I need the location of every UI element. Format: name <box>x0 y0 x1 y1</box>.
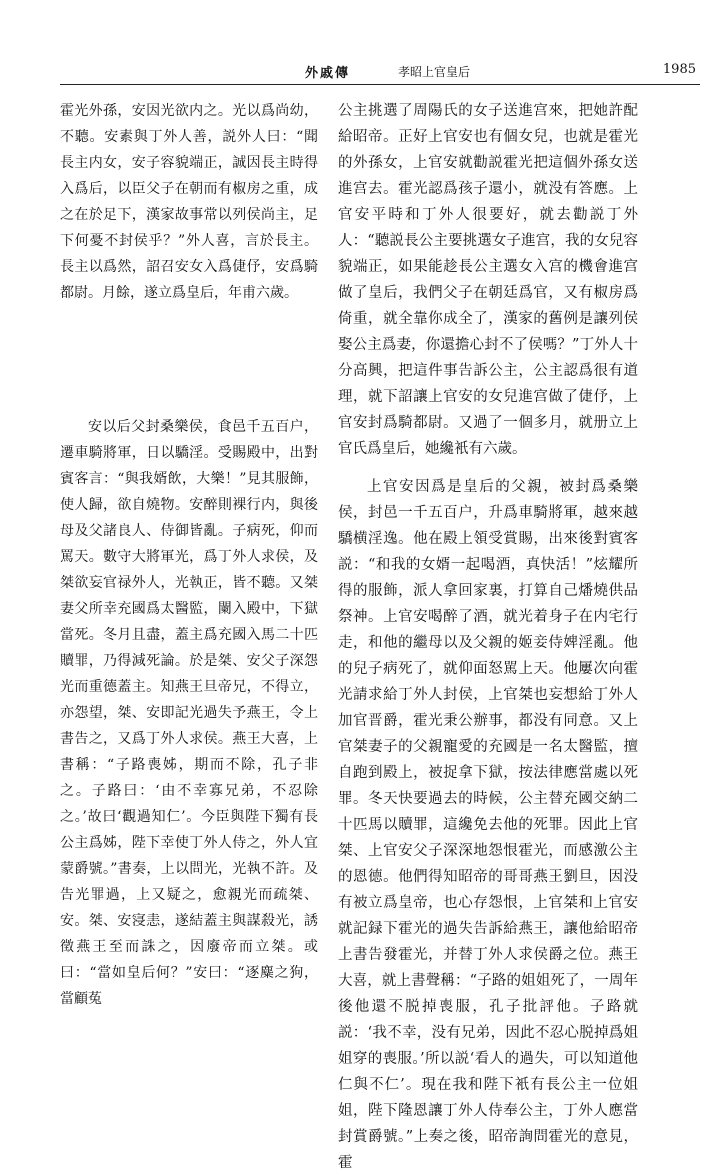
right-paragraph-1: 公主挑選了周陽氏的女子送進宫來，把她許配給昭帝。正好上官安也有個女兒，也就是霍光的外孫女，上官安就勸説霍光把這個外孫女送進宫去。霍光認爲孩子還小，就没有答應。上官安平時和丁外人很要好，就去勸説丁外人：“聽説長公主要挑選女子進宫，我的女兒容貌端正，如果能趁長公主選女入宫的機會進宫做了皇后，我們父子在朝廷爲官，又有椒房爲倚重，就全靠你成全了，漢家的舊例是讓列侯娶公主爲妻，你還擔心封不了侯嗎？”丁外人十分高興，把這件事告訴公主，公主認爲很有道理，就下詔讓上官安的女兒進宫做了倢伃，上官安封爲騎都尉。又過了一個多月，就册立上官氏爲皇后，她纔衹有六歲。 <box>338 103 638 457</box>
header-rule <box>60 84 700 85</box>
right-column-translation <box>338 98 638 1176</box>
running-section: 孝昭上官皇后 <box>398 65 471 79</box>
left-column-classical-text <box>60 98 318 1012</box>
left-paragraph-1: 霍光外孫，安因光欲内之。光以爲尚幼，不聽。安素與丁外人善，説外人曰：“聞長主内女，安子容貌端正，誠因長主時得入爲后，以臣父子在朝而有椒房之重，成之在於足下，漢家故事常以列侯尚主，足下何憂不封侯乎？”外人喜，言於長主。長主以爲然，詔召安女入爲倢伃，安爲騎都尉。月餘，遂立爲皇后，年甫六歲。 <box>60 103 318 301</box>
left-paragraph-2: 安以后父封桑樂侯，食邑千五百户，遷車騎將軍，日以驕淫。受賜殿中，出對賓客言：“與我婿飲，大樂！”見其服飾，使人歸，欲自燒物。安醉則裸行内，與後母及父諸良人、侍御皆亂。子病死，仰而罵天。數守大將軍光，爲丁外人求侯，及桀欲妄官禄外人，光執正，皆不聽。又桀妻父所幸充國爲太醫監，闌入殿中，下獄當死。冬月且盡，蓋主爲充國入馬二十匹贖罪，乃得減死論。於是桀、安父子深怨光而重德蓋主。知燕王旦帝兄，不得立，亦怨望，桀、安即記光過失予燕王，令上書告之，又爲丁外人求侯。燕王大喜，上書稱：“子路喪姊，期而不除，孔子非之。子路曰：‘由不幸寡兄弟，不忍除之。’故曰‘觀過知仁’。今臣與陛下獨有長公主爲姊，陛下幸使丁外人侍之，外人宜蒙爵號。”書奏，上以問光，光執不許。及告光罪過，上又疑之，愈親光而疏桀、安。桀、安寖恚，遂結蓋主與謀殺光，誘徵燕王至而誅之，因廢帝而立桀。或曰：“當如皇后何？”安曰：“逐麋之狗，當顧菟 <box>60 419 318 1007</box>
page-number: 1985 <box>662 62 696 77</box>
paragraph-gap <box>60 306 318 414</box>
page-header <box>60 62 700 82</box>
running-title: 外戚傳 <box>305 66 351 81</box>
paragraph-gap <box>338 462 638 474</box>
right-paragraph-2: 上官安因爲是皇后的父親，被封爲桑樂侯，封邑一千五百户，升爲車騎將軍，越來越驕横淫逸。他在殿上領受賞賜，出來後對賓客説：“和我的女婿一起喝酒，真快活！”炫耀所得的服飾，派人拿回家裏，打算自己燔燒供品祭神。上官安喝醉了酒，就光着身子在内宅行走，和他的繼母以及父親的姬妾侍婢淫亂。他的兒子病死了，就仰面怒駡上天。他屢次向霍光請求給丁外人封侯，上官桀也妄想給丁外人加官晋爵，霍光秉公辦事，都没有同意。又上官桀妻子的父親寵愛的充國是一名太醫監，擅自跑到殿上，被捉拿下獄，按法律應當處以死罪。冬天快要過去的時候，公主替充國交納二十匹馬以贖罪，這纔免去他的死罪。因此上官桀、上官安父子深深地怨恨霍光，而感激公主的恩德。他們得知昭帝的哥哥燕王劉旦，因没有被立爲皇帝，也心存怨恨，上官桀和上官安就記録下霍光的過失告訴給燕王，讓他給昭帝上書告發霍光，并替丁外人求侯爵之位。燕王大喜，就上書聲稱：“子路的姐姐死了，一周年後他還不脱掉喪服，孔子批評他。子路就説：‘我不幸，没有兄弟，因此不忍心脱掉爲姐姐穿的喪服。’所以説‘看人的過失，可以知道他仁與不仁’。現在我和陛下衹有長公主一位姐姐，陛下隆恩讓丁外人侍奉公主，丁外人應當封賞爵號。”上奏之後，昭帝詢問霍光的意見，霍 <box>338 479 638 1171</box>
